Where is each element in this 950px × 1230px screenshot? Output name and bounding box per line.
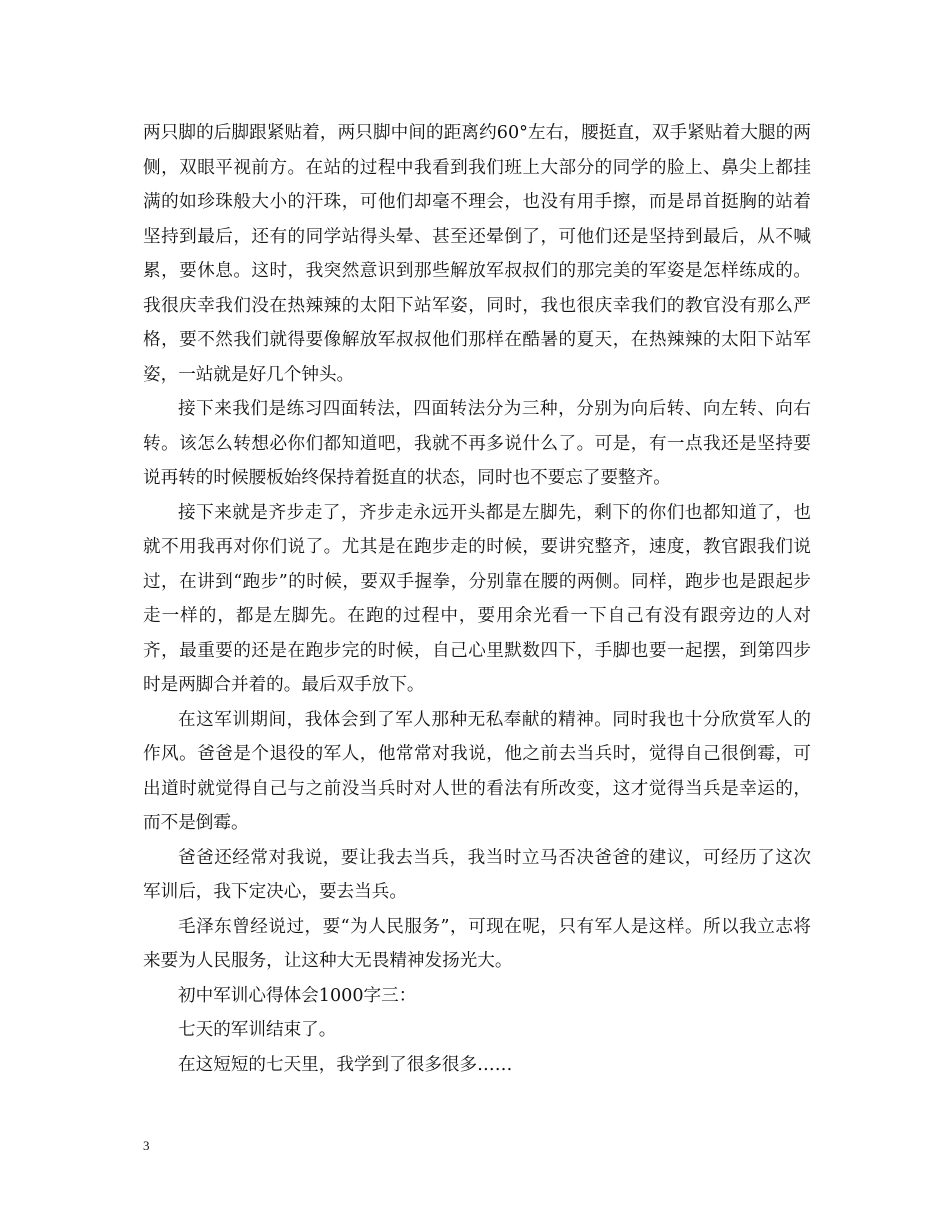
paragraph-7: 七天的军训结束了。 [178,1020,337,1040]
section-heading: 初中军训心得体会1000字三： [178,985,417,1006]
paragraph-4: 在这军训期间，我体会到了军人那种无私奉献的精神。同时我也十分欣赏军人的作风。爸爸是个退役的军人，他常常对我说，他之前去当兵时，觉得自己很倒霉，可出道时就觉得自己与之前没当兵时对人世的看法有所改变，这才觉得当兵是幸运的，而不是倒霉。 [143,709,811,833]
paragraph-5: 爸爸还经常对我说，要让我去当兵，我当时立马否决爸爸的建议，可经历了这次军训后，我下定决心，要去当兵。 [143,847,811,902]
paragraph-3: 接下来就是齐步走了，齐步走永远开头都是左脚先，剩下的你们也都知道了，也就不用我再对你们说了。尤其是在跑步走的时候，要讲究整齐，速度，教官跟我们说过，在讲到“跑步”的时候，要双手握拳，分别靠在腰的两侧。同样，跑步也是跟起步走一样的，都是左脚先。在跑的过程中，要用余光看一下自己有没有跟旁边的人对齐，最重要的还是在跑步完的时候，自己心里默数四下，手脚也要一起摆，到第四步时是两脚合并着的。最后双手放下。 [143,502,811,695]
paragraph-6: 毛泽东曾经说过，要“为人民服务”，可现在呢，只有军人是这样。所以我立志将来要为人民服务，让这种大无畏精神发扬光大。 [143,916,811,971]
page-number: 3 [143,1138,150,1153]
paragraph-1: 两只脚的后脚跟紧贴着，两只脚中间的距离约60°左右，腰挺直，双手紧贴着大腿的两侧，双眼平视前方。在站的过程中我看到我们班上大部分的同学的脸上、鼻尖上都挂满的如珍珠般大小的汗珠，可他们却毫不理会，也没有用手擦，而是昂首挺胸的站着坚持到最后，还有的同学站得头晕、甚至还晕倒了，可他们还是坚持到最后，从不喊累，要休息。这时，我突然意识到那些解放军叔叔们的那完美的军姿是怎样练成的。我很庆幸我们没在热辣辣的太阳下站军姿，同时，我也很庆幸我们的教官没有那么严格，要不然我们就得要像解放军叔叔他们那样在酷暑的夏天，在热辣辣的太阳下站军姿，一站就是好几个钟头。 [143,123,811,385]
paragraph-8: 在这短短的七天里，我学到了很多很多…… [178,1054,513,1075]
document-body [143,116,811,1082]
paragraph-2: 接下来我们是练习四面转法，四面转法分为三种，分别为向后转、向左转、向右转。该怎么转想必你们都知道吧，我就不再多说什么了。可是，有一点我还是坚持要说再转的时候腰板始终保持着挺直的状态，同时也不要忘了要整齐。 [143,399,811,488]
